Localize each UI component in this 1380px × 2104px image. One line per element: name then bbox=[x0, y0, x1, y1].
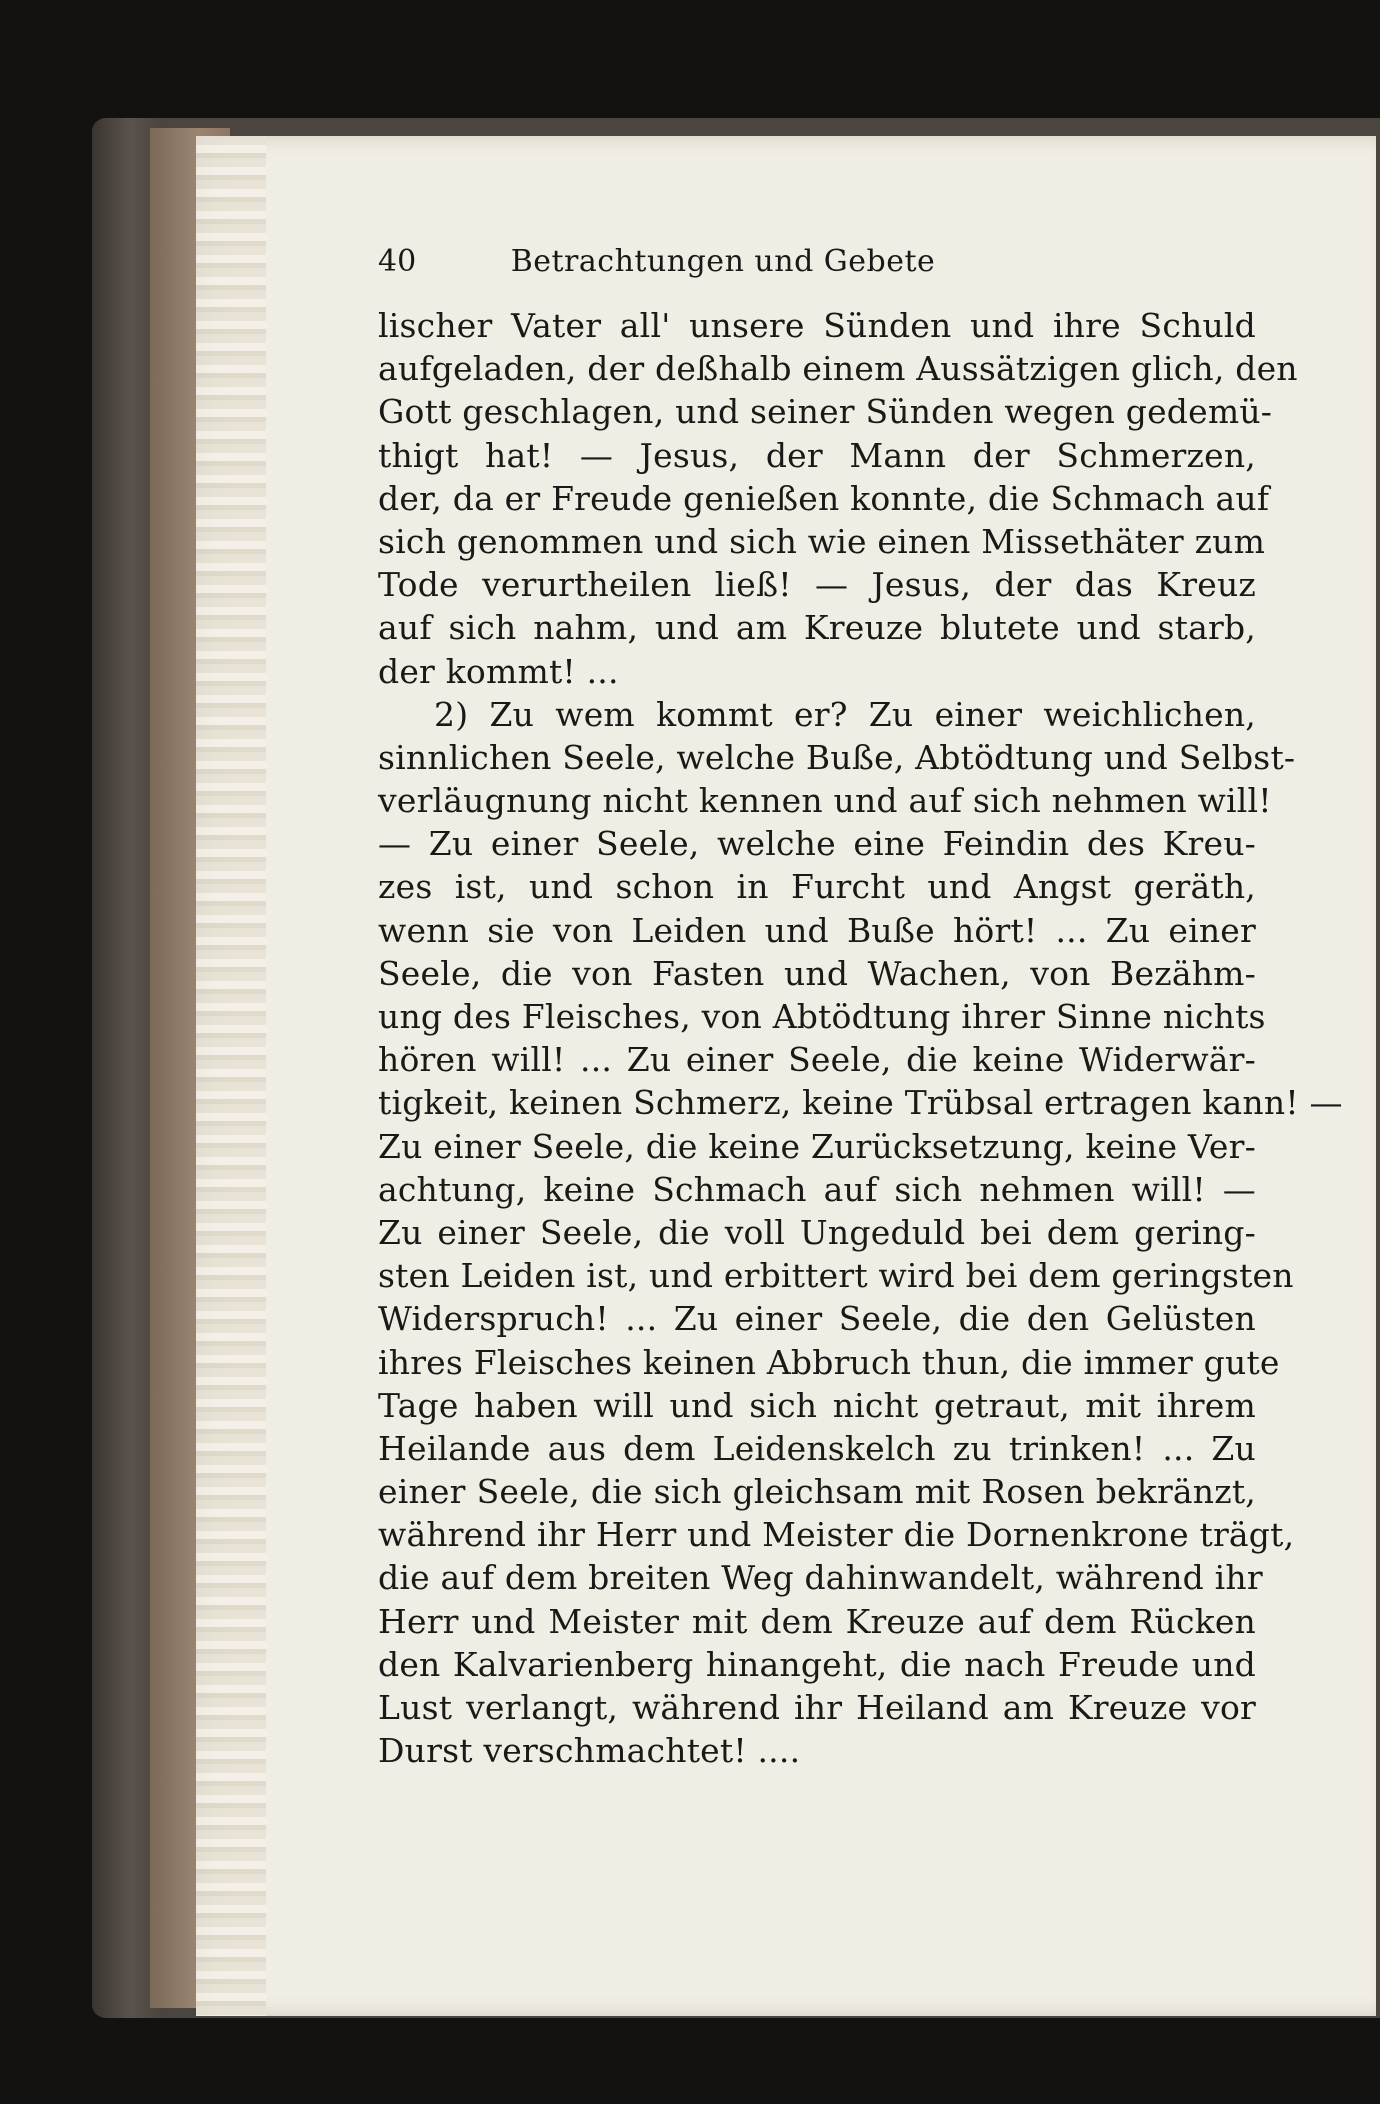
text-line: ihres Fleisches keinen Abbruch thun, die immer gute bbox=[378, 1342, 1280, 1382]
text-line: den Kalvarienberg hinangeht, die nach Freude und bbox=[378, 1644, 1256, 1684]
text-line: — Zu einer Seele, welche eine Feindin des Kreu- bbox=[378, 824, 1256, 864]
text-line: Zu einer Seele, die keine Zurücksetzung, keine Ver- bbox=[378, 1126, 1256, 1166]
text-line: Gott geschlagen, und seiner Sünden wegen gedemü- bbox=[378, 392, 1273, 432]
text-line: auf sich nahm, und am Kreuze blutete und starb, bbox=[378, 608, 1256, 648]
text-line: Lust verlangt, während ihr Heiland am Kreuze vor bbox=[378, 1688, 1256, 1727]
text-line: Herr und Meister mit dem Kreuze auf dem Rücken bbox=[378, 1601, 1256, 1641]
text-line: sich genommen und sich wie einen Missethäter zum bbox=[378, 521, 1266, 561]
text-line: Widerspruch! ... Zu einer Seele, die den Gelüsten bbox=[378, 1299, 1256, 1339]
text-line: der, da er Freude genießen konnte, die Schmach auf bbox=[378, 478, 1270, 518]
page-number: 40 bbox=[378, 244, 417, 279]
text-line: sinnlichen Seele, welche Buße, Abtödtung und Selbst- bbox=[378, 737, 1296, 777]
text-line: während ihr Herr und Meister die Dornenkrone trägt, bbox=[378, 1515, 1295, 1555]
running-title: Betrachtungen und Gebete bbox=[510, 244, 936, 279]
page-deckle-edge bbox=[196, 136, 266, 2016]
text-line: wenn sie von Leiden und Buße hört! ... Zu einer bbox=[378, 910, 1256, 950]
text-line: thigt hat! — Jesus, der Mann der Schmerzen, bbox=[378, 435, 1256, 475]
text-line: Zu einer Seele, die voll Ungeduld bei dem gering- bbox=[378, 1212, 1256, 1252]
text-line: die auf dem breiten Weg dahinwandelt, während ihr bbox=[378, 1558, 1263, 1598]
text-line: Seele, die von Fasten und Wachen, von Bezähm- bbox=[378, 953, 1256, 993]
text-line: Durst verschmachtet! .... bbox=[378, 1731, 801, 1771]
text-line: tigkeit, keinen Schmerz, keine Trübsal ertragen kann! — bbox=[378, 1083, 1343, 1123]
text-line: aufgeladen, der deßhalb einem Aussätzigen glich, den bbox=[378, 349, 1298, 389]
text-line: Heilande aus dem Leidenskelch zu trinken! ... Zu bbox=[378, 1428, 1256, 1468]
text-line: ung des Fleisches, von Abtödtung ihrer Sinne nichts bbox=[378, 997, 1266, 1036]
text-line: einer Seele, die sich gleichsam mit Rosen bekränzt, bbox=[378, 1472, 1256, 1512]
text-line: sten Leiden ist, und erbittert wird bei dem geringsten bbox=[378, 1256, 1294, 1296]
text-line: achtung, keine Schmach auf sich nehmen will! — bbox=[378, 1169, 1256, 1209]
text-line: 2) Zu wem kommt er? Zu einer weichlichen, bbox=[434, 694, 1256, 734]
text-line: Tode verurtheilen ließ! — Jesus, der das Kreuz bbox=[378, 565, 1256, 605]
text-line: Tage haben will und sich nicht getraut, mit ihrem bbox=[378, 1385, 1256, 1425]
text-line: hören will! ... Zu einer Seele, die keine Widerwär- bbox=[378, 1040, 1256, 1080]
text-line: zes ist, und schon in Furcht und Angst geräth, bbox=[378, 867, 1256, 907]
page-header bbox=[378, 244, 998, 290]
text-line: der kommt! ... bbox=[378, 651, 619, 691]
text-line: lischer Vater all' unsere Sünden und ihre Schuld bbox=[378, 306, 1256, 345]
text-line: verläugnung nicht kennen und auf sich nehmen will! bbox=[378, 781, 1272, 821]
body-text bbox=[378, 304, 1343, 1772]
